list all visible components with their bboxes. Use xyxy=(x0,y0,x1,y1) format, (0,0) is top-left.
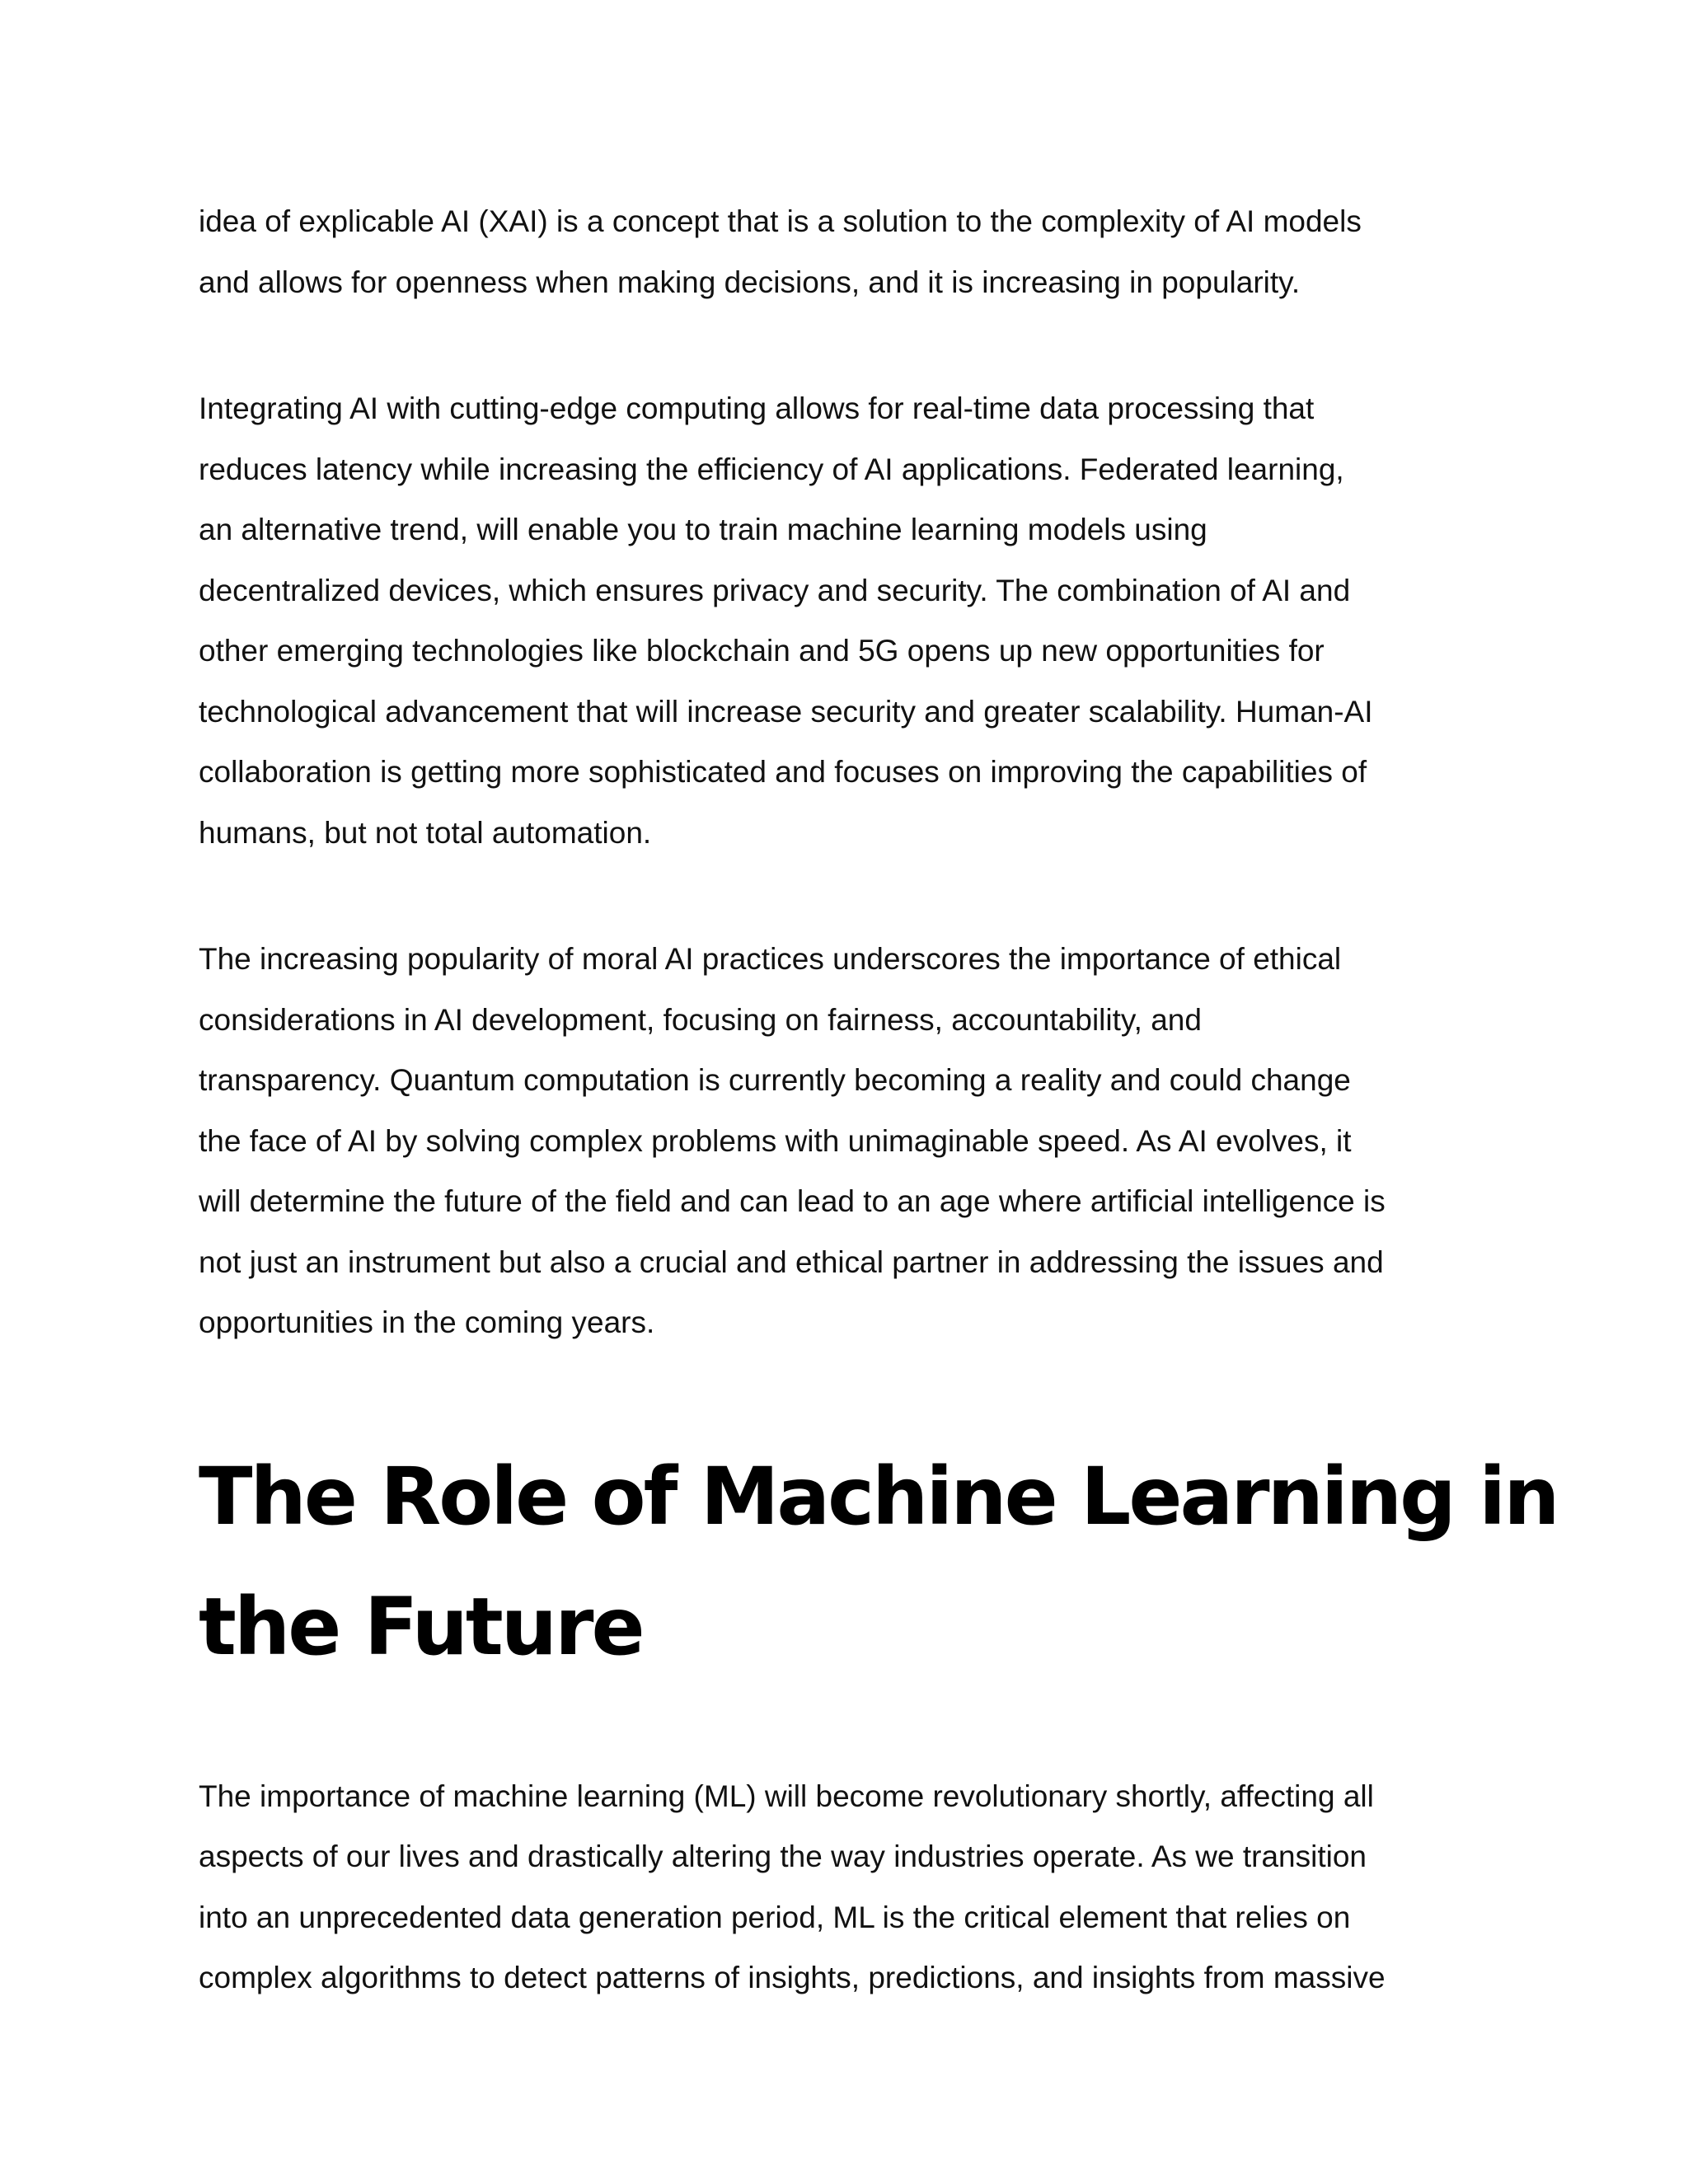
text-line: the face of AI by solving complex problems with unimaginable speed. As AI evolves, it xyxy=(199,1123,1352,1158)
text-line: an alternative trend, will enable you to train machine learning models using xyxy=(199,513,1207,546)
text-line: collaboration is getting more sophisticated and focuses on improving the capabilities of xyxy=(199,755,1367,789)
text-line: complex algorithms to detect patterns of insights, predictions, and insights from massive xyxy=(199,1961,1386,1994)
text-line: The increasing popularity of moral AI practices underscores the importance of ethical xyxy=(199,942,1342,976)
heading-line: the Future xyxy=(199,1580,643,1673)
text-line: reduces latency while increasing the efficiency of AI applications. Federated learning, xyxy=(199,452,1344,486)
text-line: not just an instrument but also a crucial and ethical partner in addressing the issues and xyxy=(199,1244,1384,1279)
text-line: into an unprecedented data generation period, ML is the critical element that relies on xyxy=(199,1900,1351,1934)
text-line: technological advancement that will increase security and greater scalability. Human-AI xyxy=(199,694,1373,729)
text-line: will determine the future of the field and can lead to an age where artificial intelligence is xyxy=(199,1184,1386,1218)
text-line: humans, but not total automation. xyxy=(199,815,652,850)
text-line: transparency. Quantum computation is currently becoming a reality and could change xyxy=(199,1063,1351,1097)
paragraph-edge-computing xyxy=(199,378,1501,863)
text-line: considerations in AI development, focusing on fairness, accountability, and xyxy=(199,1002,1202,1037)
heading-line: The Role of Machine Learning in xyxy=(199,1450,1558,1543)
text-line: other emerging technologies like blockchain and 5G opens up new opportunities for xyxy=(199,634,1325,668)
document-content xyxy=(199,191,1558,2008)
text-line: and allows for openness when making decisions, and it is increasing in popularity. xyxy=(199,265,1301,299)
paragraph-ethical-ai xyxy=(199,929,1501,1353)
heading-spacer xyxy=(199,1353,1501,1432)
text-line: Integrating AI with cutting-edge computing allows for real-time data processing that xyxy=(199,391,1315,425)
text-line: aspects of our lives and drastically altering the way industries operate. As we transition xyxy=(199,1840,1367,1873)
paragraph-spacer xyxy=(199,863,1501,929)
paragraph-ml-importance xyxy=(199,1766,1501,2008)
text-line: The importance of machine learning (ML) will become revolutionary shortly, affecting all xyxy=(199,1779,1374,1813)
paragraph-xai xyxy=(199,191,1501,312)
text-line: decentralized devices, which ensures privacy and security. The combination of AI and xyxy=(199,573,1351,607)
text-line: opportunities in the coming years. xyxy=(199,1305,655,1339)
heading-spacer xyxy=(199,1692,1501,1766)
paragraph-spacer xyxy=(199,312,1501,378)
section-heading xyxy=(199,1432,1558,1692)
text-line: idea of explicable AI (XAI) is a concept that is a solution to the complexity of AI models xyxy=(199,204,1362,238)
